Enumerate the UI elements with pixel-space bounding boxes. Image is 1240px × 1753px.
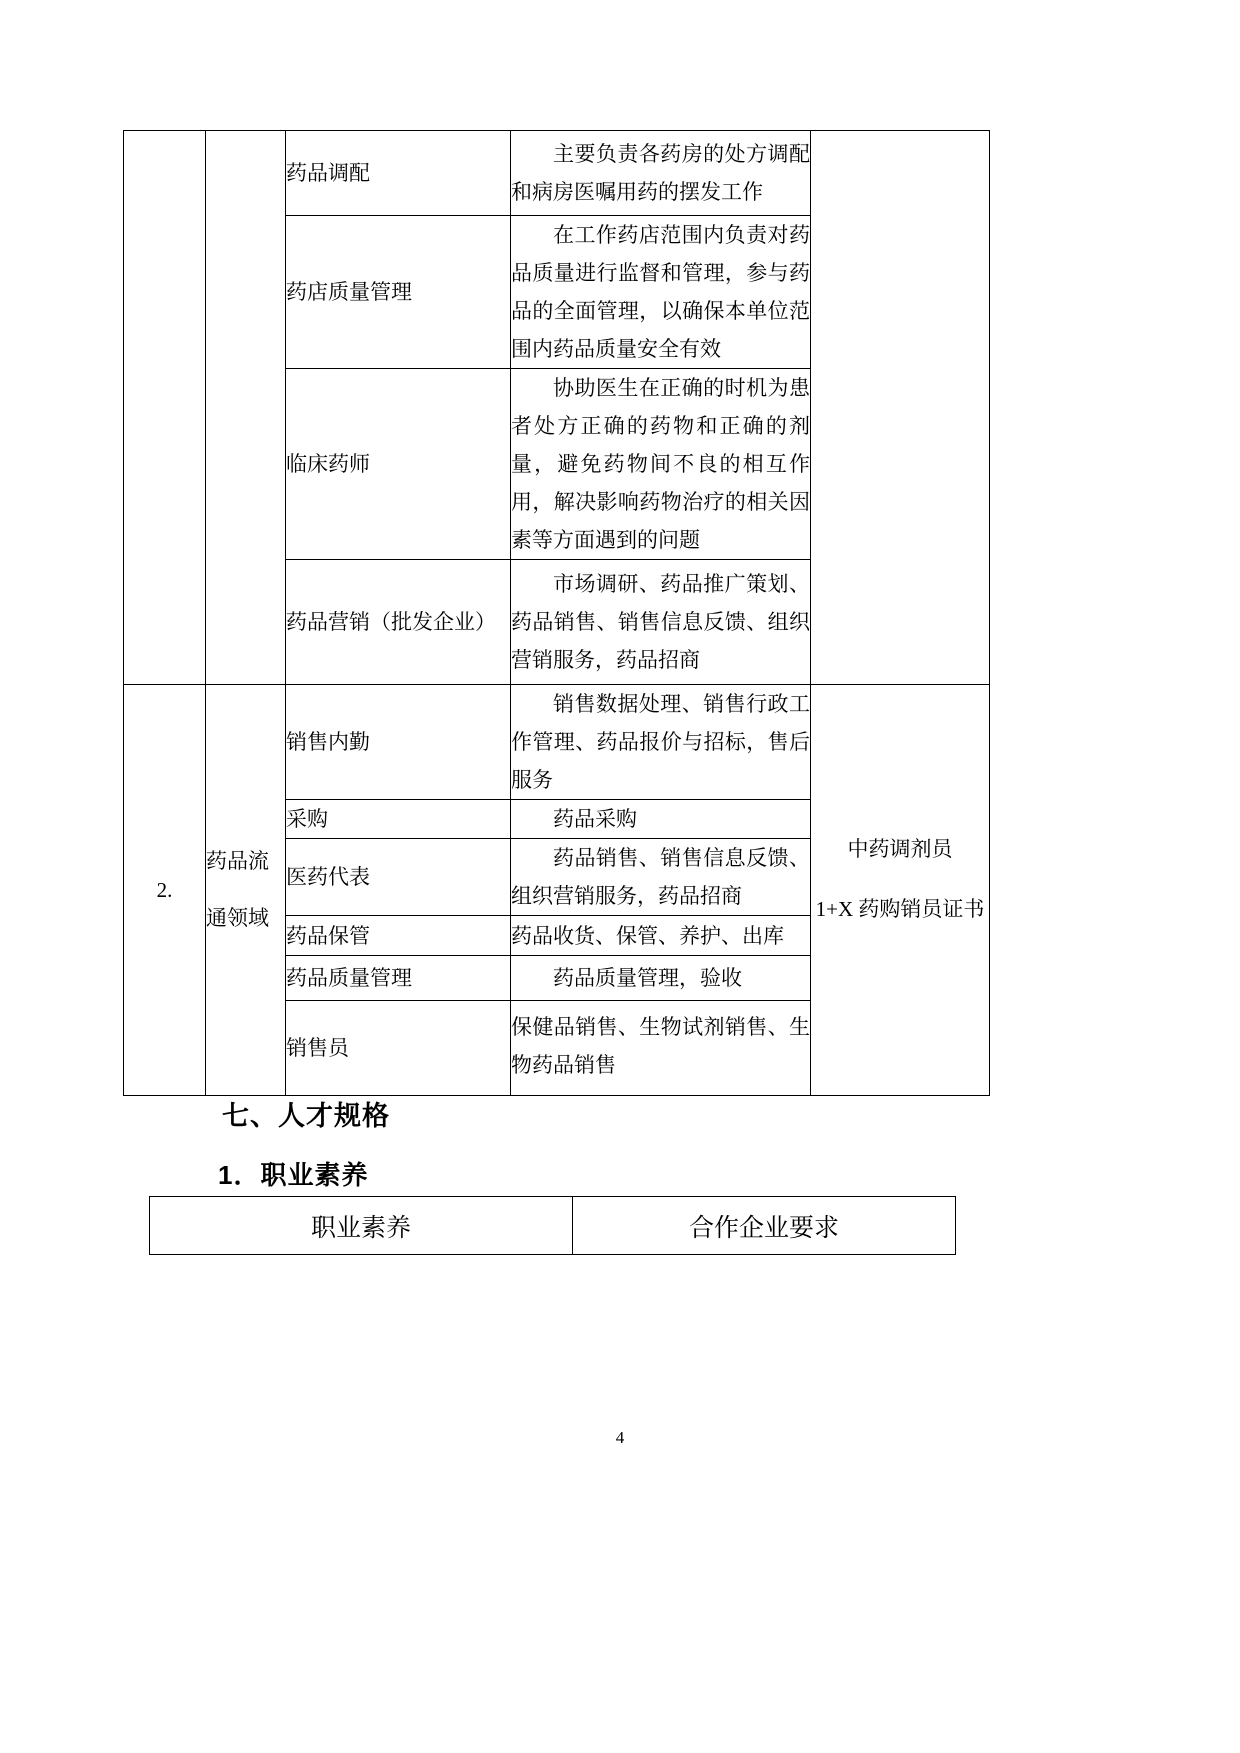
category-cell: 药品流通领域	[206, 685, 286, 1096]
job-desc-cell	[511, 560, 811, 685]
job-desc-cell	[511, 1001, 811, 1096]
certificate-text: 1+X 药购销员证书	[815, 897, 985, 921]
quality-header-cell: 职业素养	[150, 1197, 573, 1255]
job-desc-cell	[511, 685, 811, 800]
job-desc-text: 在工作药店范围内负责对药品质量进行监督和管理，参与药品的全面管理，以确保本单位范围内药品质量安全有效	[511, 223, 810, 361]
job-desc-cell	[511, 131, 811, 216]
job-desc-cell	[511, 916, 811, 956]
section-heading: 七、人才规格	[222, 1101, 390, 1131]
continued-category-cell	[206, 131, 286, 685]
job-name-cell: 药品保管	[286, 916, 511, 956]
subsection-heading: 1．职业素养	[218, 1160, 369, 1190]
job-name-cell: 医药代表	[286, 839, 511, 916]
jobs-table	[123, 130, 990, 1096]
table-row	[124, 685, 990, 800]
job-name-cell: 药店质量管理	[286, 216, 511, 369]
certificate-text: 中药调剂员	[847, 837, 953, 861]
job-name-cell: 采购	[286, 800, 511, 839]
job-desc-text: 保健品销售、生物试剂销售、生物药品销售	[511, 1015, 810, 1077]
job-desc-cell	[511, 839, 811, 916]
job-desc-cell	[511, 956, 811, 1001]
job-desc-cell	[511, 800, 811, 839]
job-desc-text: 药品质量管理，验收	[553, 966, 742, 990]
table-header-row	[150, 1197, 956, 1255]
job-desc-text: 协助医生在正确的时机为患者处方正确的药物和正确的剂量，避免药物间不良的相互作用，解决影响药物治疗的相关因素等方面遇到的问题	[511, 376, 810, 552]
continued-certificate-cell	[811, 131, 990, 685]
certificates-cell	[811, 685, 990, 1096]
job-desc-text: 销售数据处理、销售行政工作管理、药品报价与招标，售后服务	[511, 692, 810, 792]
job-name-cell: 药品质量管理	[286, 956, 511, 1001]
job-desc-text: 药品采购	[553, 807, 637, 831]
job-name-cell: 销售内勤	[286, 685, 511, 800]
job-desc-text: 主要负责各药房的处方调配和病房医嘱用药的摆发工作	[511, 142, 810, 204]
job-name-cell: 药品营销（批发企业）	[286, 560, 511, 685]
requirement-header-cell: 合作企业要求	[573, 1197, 956, 1255]
row-index-cell: 2.	[124, 685, 206, 1096]
job-desc-text: 药品收货、保管、养护、出库	[511, 923, 784, 948]
job-desc-cell	[511, 369, 811, 560]
continued-index-cell	[124, 131, 206, 685]
job-name-cell: 临床药师	[286, 369, 511, 560]
job-name-cell: 销售员	[286, 1001, 511, 1096]
table-row	[124, 131, 990, 216]
job-name-cell: 药品调配	[286, 131, 511, 216]
job-desc-cell	[511, 216, 811, 369]
job-desc-text: 市场调研、药品推广策划、药品销售、销售信息反馈、组织营销服务，药品招商	[511, 572, 810, 672]
page-number: 4	[615, 1428, 625, 1447]
job-desc-text: 药品销售、销售信息反馈、组织营销服务，药品招商	[511, 846, 810, 908]
quality-table	[149, 1196, 956, 1255]
